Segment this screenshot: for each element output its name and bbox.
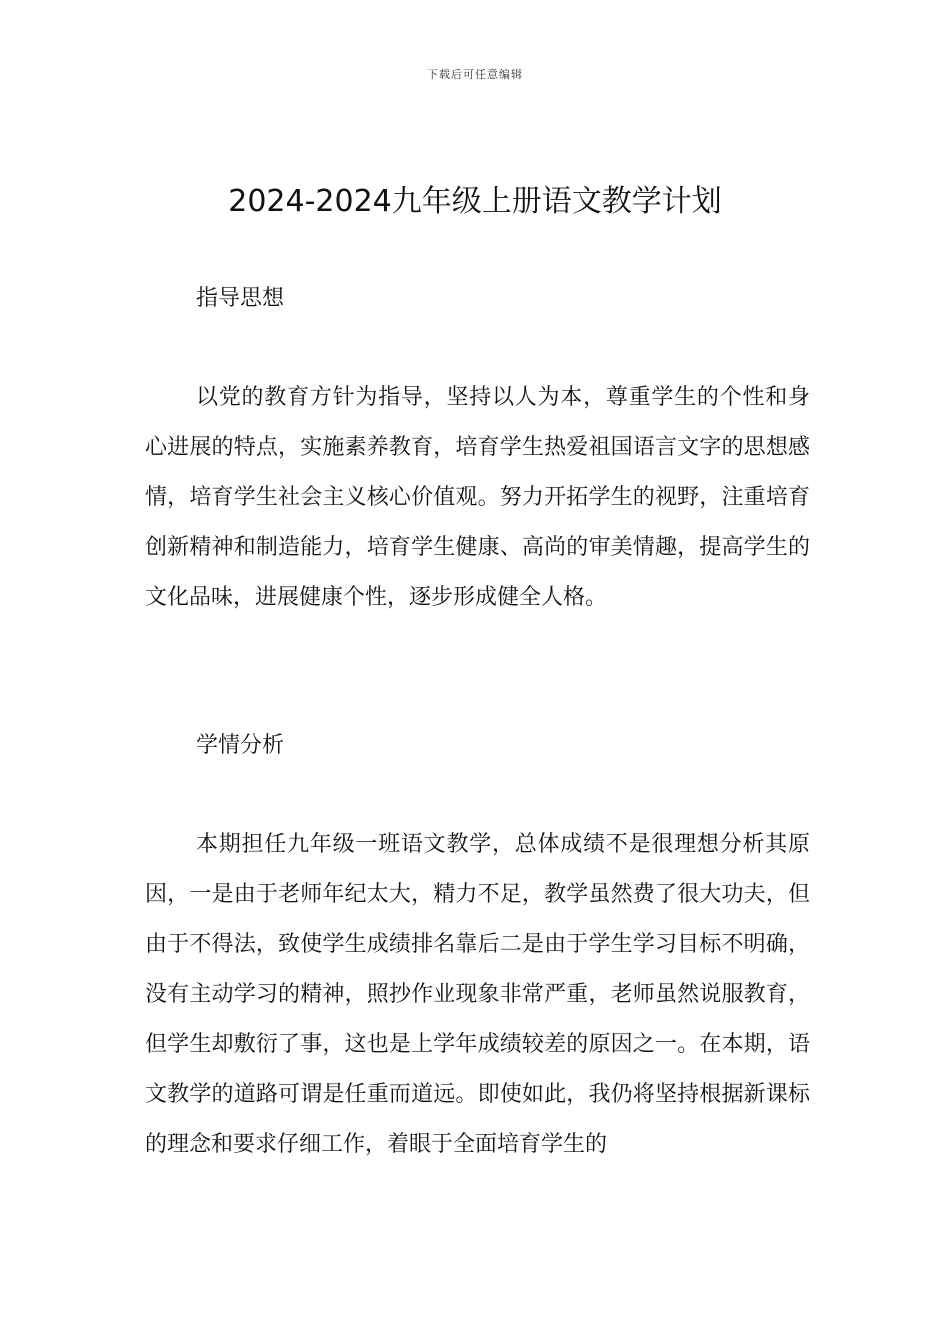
header-note: 下载后可任意编辑: [427, 68, 523, 81]
section-heading-guiding-ideology: 指导思想: [196, 286, 285, 311]
paragraph-guiding-ideology: 以党的教育方针为指导，坚持以人为本，尊重学生的个性和身心进展的特点，实施素养教育，培育学生热爱祖国语言文字的思想感情，培育学生社会主义核心价值观。努力开拓学生的视野，注重培育创新精神和制造能力，培育学生健康、高尚的审美情趣，提高学生的文化品味，进展健康个性，逐步形成健全人格。: [145, 385, 810, 610]
document-title: 2024-2024九年级上册语文教学计划: [228, 184, 722, 219]
section-heading-student-analysis: 学情分析: [196, 733, 285, 758]
paragraph-student-analysis: 本期担任九年级一班语文教学，总体成绩不是很理想分析其原因，一是由于老师年纪太大，精力不足，教学虽然费了很大功夫，但由于不得法，致使学生成绩排名靠后二是由于学生学习目标不明确，没有主动学习的精神，照抄作业现象非常严重，老师虽然说服教育，但学生却敷衍了事，这也是上学年成绩较差的原因之一。在本期，语文教学的道路可谓是任重而道远。即使如此，我仍将坚持根据新课标的理念和要求仔细工作，着眼于全面培育学生的: [145, 832, 810, 1157]
